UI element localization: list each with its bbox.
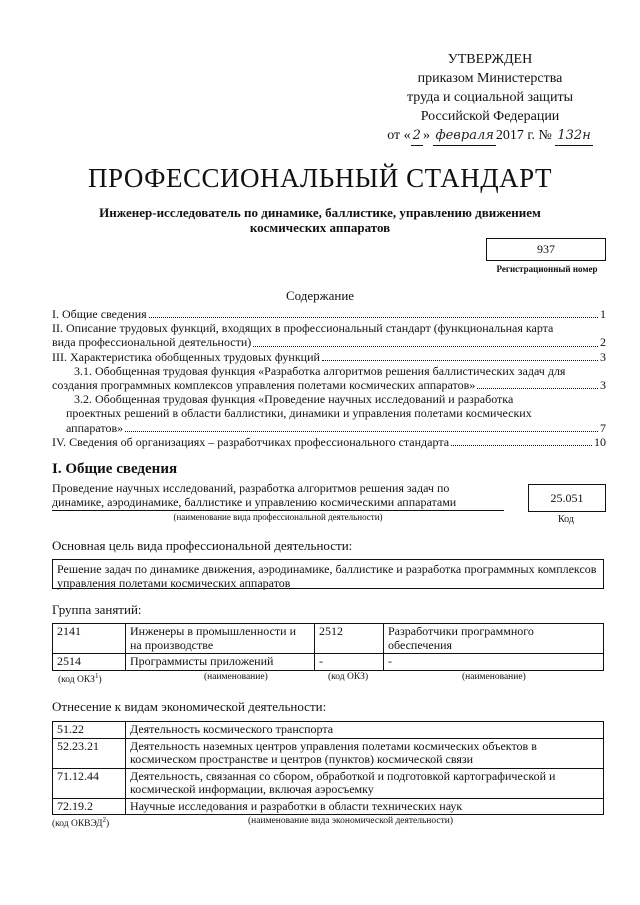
handwritten-month: февраля <box>433 126 495 146</box>
registration-number-box <box>486 238 606 261</box>
table-row: 71.12.44 Деятельность, связанная со сбором, обработкой и подготовкой картографической и космической информации, включая аэросъемку <box>53 768 604 798</box>
approval-date <box>380 126 600 146</box>
toc-item[interactable]: 3.1. Обобщенная трудовая функция «Разработка алгоритмов решения баллистических задач для создания программных комплексов управления полетами космических аппаратов» 3 <box>52 363 606 393</box>
okz2-col-label: (код ОКЗ) <box>328 672 369 682</box>
okved-name-col-label: (наименование вида экономической деятельности) <box>248 816 453 826</box>
approval-heading: УТВЕРЖДЕН <box>447 52 533 67</box>
date-year: 2017 г. № <box>495 128 556 143</box>
goal-label: Основная цель вида профессиональной деятельности: <box>52 538 353 553</box>
toc-item[interactable]: III. Характеристика обобщенных трудовых функций 3 <box>52 349 606 364</box>
date-mid: » <box>422 128 434 143</box>
approval-line2: труда и социальной защиты <box>407 90 573 105</box>
toc-heading: Содержание <box>285 288 355 303</box>
okved-label: Отнесение к видам экономической деятельности: <box>52 699 327 714</box>
okz-col-label: (код ОКЗ$^1$) <box>58 672 102 686</box>
document-subtitle: Инженер-исследователь по динамике, баллистике, управлению движением космических аппаратов <box>99 205 541 235</box>
table-row: 2514 Программисты приложений - - <box>53 654 604 671</box>
registration-label: Регистрационный номер <box>496 264 598 274</box>
date-prefix: от « <box>387 128 411 143</box>
table-row: 51.22 Деятельность космического транспорта <box>53 722 604 739</box>
table-row: 52.23.21 Деятельность наземных центров управления полетами космических объектов в космическом пространстве и центров (пунктов) космической связи <box>53 738 604 768</box>
toc-item[interactable]: 3.2. Обобщенная трудовая функция «Проведение научных исследований и разработка проектных решений в области баллистики, динамики и управления полетами космических аппаратов» 7 <box>66 392 606 435</box>
table-of-contents <box>52 307 606 449</box>
goal-text: Решение задач по динамике движения, аэродинамике, баллистике и разработка программных комплексов управления полетами космических аппаратов <box>57 562 597 590</box>
toc-item[interactable]: II. Описание трудовых функций, входящих в профессиональный стандарт (функциональная карта вида профессиональной деятельности) 2 <box>52 321 606 350</box>
approval-stamp <box>380 50 600 146</box>
toc-item[interactable]: I. Общие сведения 1 <box>52 307 606 321</box>
code-box <box>528 484 606 512</box>
goal-box <box>52 559 604 589</box>
occupation-group-table <box>52 623 604 671</box>
registration-number: 937 <box>537 242 555 256</box>
name2-col-label: (наименование) <box>462 672 526 682</box>
name-col-label: (наименование) <box>204 672 268 682</box>
divider <box>52 510 504 511</box>
document-title: ПРОФЕССИОНАЛЬНЫЙ СТАНДАРТ <box>87 163 553 193</box>
okved-table <box>52 721 604 815</box>
code-label: Код <box>558 514 574 525</box>
activity-label: (наименование вида профессиональной деятельности) <box>173 512 383 522</box>
activity-code: 25.051 <box>550 490 584 505</box>
table-row: 2141 Инженеры в промышленности и на производстве 2512 Разработчики программного обеспечения <box>53 624 604 654</box>
toc-item[interactable]: IV. Сведения об организациях – разработчиках профессионального стандарта 10 <box>52 434 606 449</box>
handwritten-number: 132н <box>555 126 592 146</box>
table-row: 72.19.2 Научные исследования и разработки в области технических наук <box>53 798 604 815</box>
section-heading: I. Общие сведения <box>52 461 178 477</box>
group-label: Группа занятий: <box>52 602 142 617</box>
activity-name: Проведение научных исследований, разработка алгоритмов решения задач по динамике, аэродинамике, баллистике и управлению космическими аппаратами <box>52 481 457 509</box>
handwritten-day: 2 <box>411 126 423 146</box>
approval-line1: приказом Министерства <box>417 71 563 86</box>
okved-code-col-label: (код ОКВЭД$^2$) <box>52 816 110 830</box>
approval-line3: Российской Федерации <box>420 109 560 124</box>
